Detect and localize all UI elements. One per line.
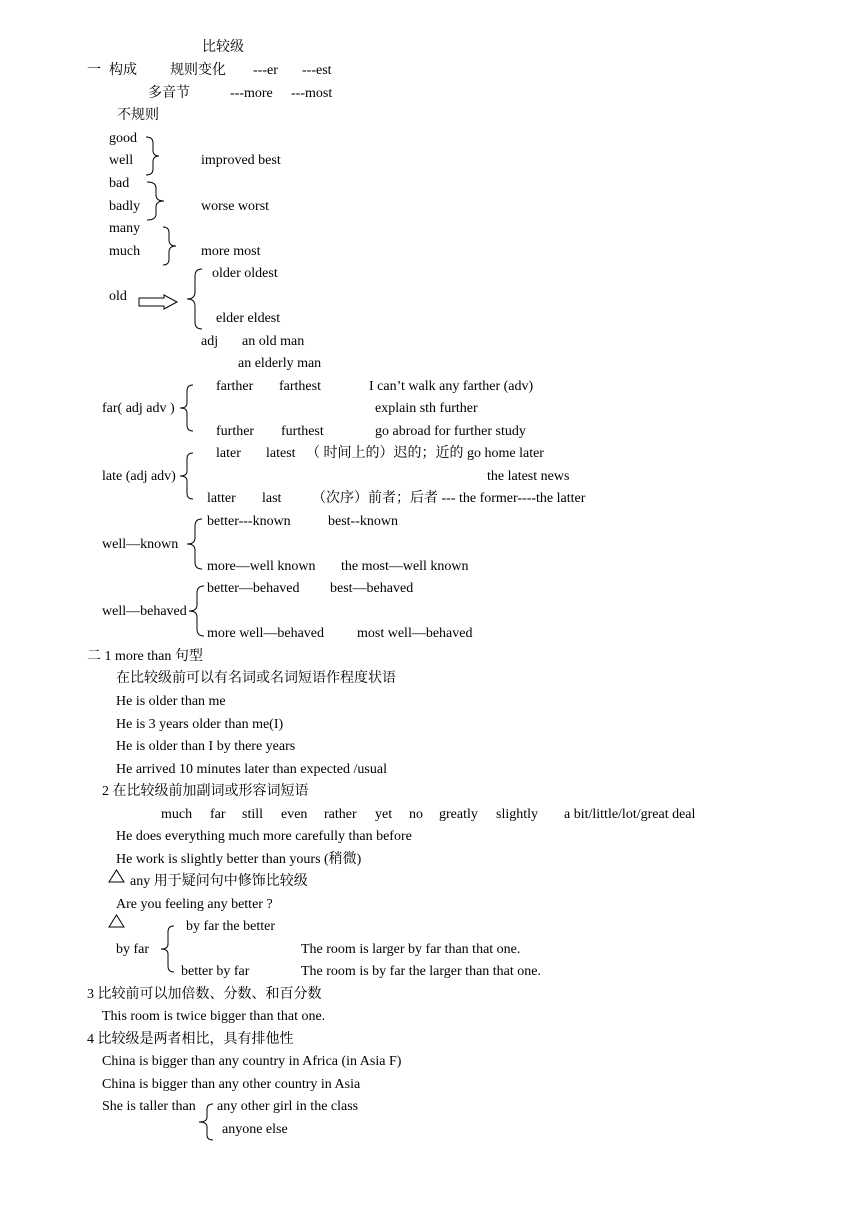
example-1: He is older than me	[116, 694, 226, 709]
adj-label: adj	[201, 334, 219, 349]
multi-label: 多音节	[148, 86, 190, 101]
well-behaved-2a: more well—behaved	[207, 626, 325, 641]
brace-well-known	[186, 518, 206, 570]
by-far-2: better by far	[181, 964, 250, 979]
word-many: many	[109, 221, 141, 236]
elderly-man-example: an elderly man	[238, 356, 322, 371]
furthest: furthest	[281, 424, 324, 439]
adverb-even: even	[281, 807, 308, 822]
well-behaved-1b: best—behaved	[330, 581, 414, 596]
well-known-2a: more—well known	[207, 559, 316, 574]
example-8: This room is twice bigger than that one.	[102, 1009, 326, 1024]
farthest: farthest	[279, 379, 321, 394]
by-far-example-2: The room is by far the larger than that one.	[301, 964, 541, 979]
triangle-icon	[108, 869, 126, 884]
latest-note: （ 时间上的）迟的；近的 go home later	[306, 446, 544, 461]
example-7: Are you feeling any better ?	[116, 897, 273, 912]
latter-note: （次序）前者；后者 --- the former----the latter	[312, 491, 586, 506]
adverb-much: much	[161, 807, 193, 822]
many-forms: more most	[201, 244, 261, 259]
word-well-known: well—known	[102, 537, 179, 552]
brace-well-behaved	[188, 585, 208, 637]
heading-3: 3 比较前可以加倍数、分数、和百分数	[87, 987, 322, 1002]
brace-far	[179, 384, 197, 432]
farther: farther	[216, 379, 254, 394]
adverb-still: still	[242, 807, 264, 822]
word-bad: bad	[109, 176, 130, 191]
last: last	[262, 491, 282, 506]
well-behaved-1a: better—behaved	[207, 581, 300, 596]
adverb-no: no	[409, 807, 423, 822]
word-much: much	[109, 244, 141, 259]
example-5: He does everything much more carefully than before	[116, 829, 412, 844]
example-11b: anyone else	[222, 1122, 288, 1137]
multi-most: ---most	[291, 86, 333, 101]
section-2-heading: 二 1 more than 句型	[87, 649, 203, 664]
example-2: He is 3 years older than me(I)	[116, 717, 284, 732]
adverb-slightly: slightly	[496, 807, 539, 822]
further-example: go abroad for further study	[375, 424, 526, 439]
example-10: China is bigger than any other country in Asia	[102, 1077, 361, 1092]
by-far-example-1: The room is larger by far than that one.	[301, 942, 521, 957]
further: further	[216, 424, 255, 439]
example-6: He work is slightly better than yours (稍微)	[116, 852, 362, 867]
well-known-2b: the most—well known	[341, 559, 469, 574]
by-far-1: by far the better	[186, 919, 276, 934]
triangle-icon	[108, 914, 126, 929]
adverb-yet: yet	[375, 807, 393, 822]
regular-est: ---est	[302, 63, 332, 78]
heading-4: 4 比较级是两者相比，具有排他性	[87, 1032, 294, 1047]
brace-taller	[198, 1103, 216, 1141]
adverb-far: far	[210, 807, 226, 822]
brace-late	[179, 452, 197, 500]
heading-2: 2 在比较级前加副词或形容词短语	[102, 784, 309, 799]
word-badly: badly	[109, 199, 141, 214]
adverb-greatly: greatly	[439, 807, 478, 822]
example-9: China is bigger than any country in Africa (in Asia F)	[102, 1054, 402, 1069]
word-well: well	[109, 153, 134, 168]
well-known-1a: better---known	[207, 514, 291, 529]
example-11: She is taller than	[102, 1099, 196, 1114]
brace-old	[186, 268, 206, 330]
old-man-example: an old man	[242, 334, 305, 349]
regular-label: 规则变化	[170, 63, 226, 78]
adverb-rather: rather	[324, 807, 357, 822]
latest: latest	[266, 446, 296, 461]
section-label: 构成	[109, 63, 137, 78]
latest-news: the latest news	[487, 469, 570, 484]
irregular-label: 不规则	[117, 108, 159, 123]
bad-forms: worse worst	[201, 199, 270, 214]
any-note: any 用于疑问句中修饰比较级	[130, 874, 308, 889]
example-3: He is older than I by there years	[116, 739, 296, 754]
word-far: far( adj adv )	[102, 401, 175, 416]
brace-good-well	[145, 136, 165, 176]
word-old: old	[109, 289, 127, 304]
section-number: 一	[87, 63, 101, 78]
brace-bad-badly	[146, 181, 170, 221]
farther-example: I can’t walk any farther (adv)	[369, 379, 534, 394]
example-4: He arrived 10 minutes later than expected /usual	[116, 762, 387, 777]
word-late: late (adj adv)	[102, 469, 176, 484]
later: later	[216, 446, 241, 461]
latter: latter	[207, 491, 236, 506]
good-forms: improved best	[201, 153, 281, 168]
old-forms-elder: elder eldest	[216, 311, 281, 326]
example-11a: any other girl in the class	[217, 1099, 359, 1114]
note-1: 在比较级前可以有名词或名词短语作程度状语	[116, 671, 396, 686]
explain-example: explain sth further	[375, 401, 478, 416]
old-forms-older: older oldest	[212, 266, 278, 281]
adverb-a-bit: a bit/little/lot/great deal	[564, 807, 696, 822]
word-well-behaved: well—behaved	[102, 604, 187, 619]
brace-many-much	[162, 226, 182, 266]
page-title: 比较级	[202, 40, 244, 55]
multi-more: ---more	[230, 86, 273, 101]
regular-er: ---er	[253, 63, 278, 78]
brace-by-far	[160, 925, 178, 973]
arrow-icon	[138, 294, 180, 310]
well-behaved-2b: most well—behaved	[357, 626, 473, 641]
word-good: good	[109, 131, 137, 146]
well-known-1b: best--known	[328, 514, 398, 529]
by-far-label: by far	[116, 942, 150, 957]
